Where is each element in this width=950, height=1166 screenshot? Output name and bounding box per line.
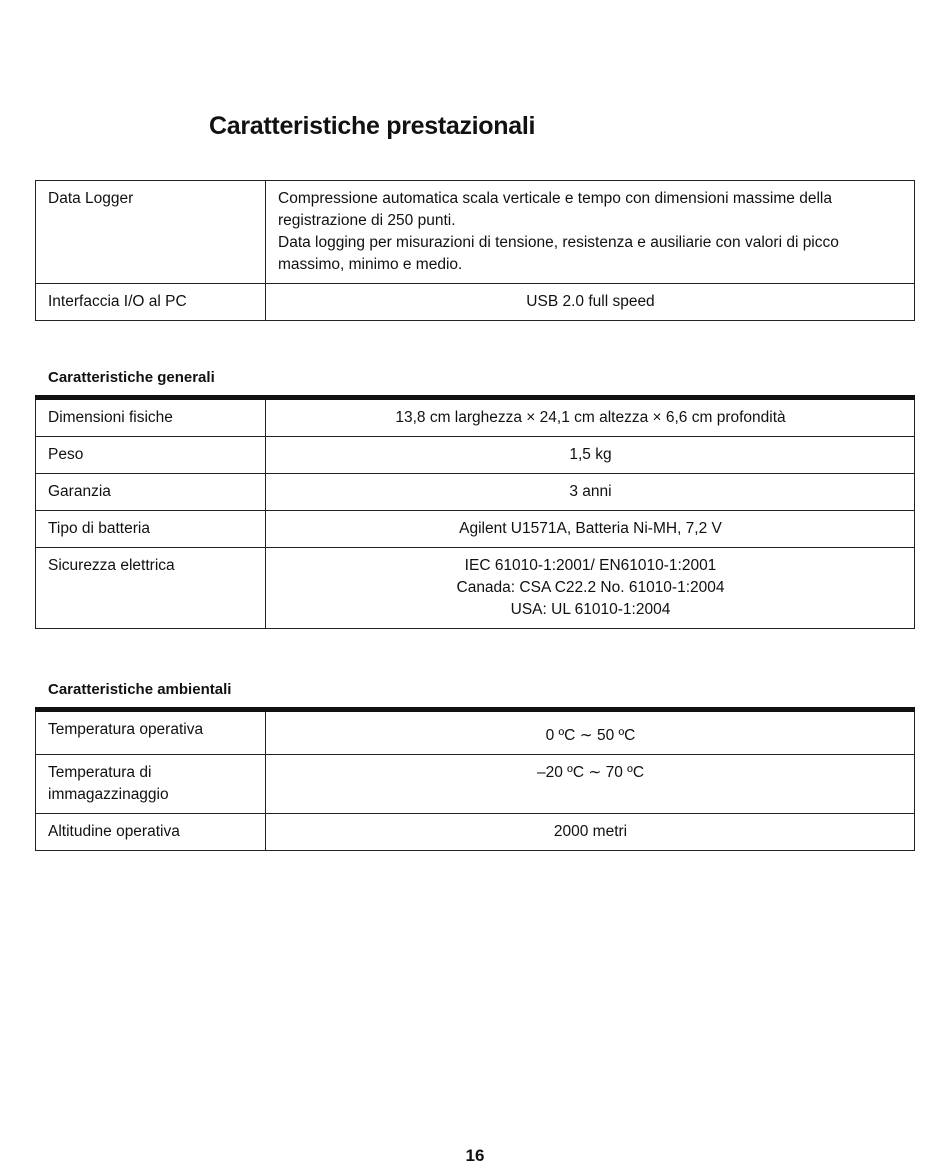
page-title: Caratteristiche prestazionali bbox=[209, 112, 536, 140]
row-value bbox=[266, 755, 915, 814]
row-value bbox=[266, 710, 915, 755]
row-label: Altitudine operativa bbox=[36, 814, 266, 851]
row-value bbox=[266, 437, 915, 474]
table-row bbox=[36, 511, 915, 548]
value-line: 0 ºC ∼ 50 ºC bbox=[545, 727, 636, 744]
row-label: Temperatura operativa bbox=[36, 710, 266, 755]
row-value bbox=[266, 548, 915, 629]
row-value bbox=[266, 511, 915, 548]
row-label: Dimensioni fisiche bbox=[36, 398, 266, 437]
row-label: Interfaccia I/O al PC bbox=[36, 284, 266, 321]
value-line: 13,8 cm larghezza × 24,1 cm altezza × 6,6 cm profondità bbox=[395, 409, 786, 426]
performance-table bbox=[35, 180, 915, 321]
value-line: Agilent U1571A, Batteria Ni-MH, 7,2 V bbox=[459, 520, 722, 537]
general-table bbox=[35, 395, 915, 629]
row-value bbox=[266, 474, 915, 511]
row-value bbox=[266, 181, 915, 284]
environmental-table bbox=[35, 707, 915, 851]
section-heading-environmental: Caratteristiche ambientali bbox=[48, 681, 232, 698]
value-line: –20 ºC ∼ 70 ºC bbox=[536, 764, 645, 781]
value-line: 2000 metri bbox=[553, 823, 628, 840]
table-row bbox=[36, 181, 915, 284]
value-line: Data logging per misurazioni di tensione, resistenza e ausiliarie con valori di picco bbox=[278, 234, 839, 251]
value-line: massimo, minimo e medio. bbox=[278, 256, 463, 273]
row-value bbox=[266, 398, 915, 437]
row-value bbox=[266, 284, 915, 321]
table-row bbox=[36, 284, 915, 321]
row-label: Data Logger bbox=[36, 181, 266, 284]
table-row bbox=[36, 437, 915, 474]
row-label: Tipo di batteria bbox=[36, 511, 266, 548]
row-label: Sicurezza elettrica bbox=[36, 548, 266, 629]
value-line: Canada: CSA C22.2 No. 61010-1:2004 bbox=[456, 579, 725, 596]
row-label: Peso bbox=[36, 437, 266, 474]
value-line: USA: UL 61010-1:2004 bbox=[510, 601, 671, 618]
table-row bbox=[36, 398, 915, 437]
table-row bbox=[36, 814, 915, 851]
row-value bbox=[266, 814, 915, 851]
row-label: Garanzia bbox=[36, 474, 266, 511]
value-line: registrazione di 250 punti. bbox=[278, 212, 456, 229]
section-heading-general: Caratteristiche generali bbox=[48, 369, 215, 386]
value-line: Compressione automatica scala verticale e tempo con dimensioni massime della bbox=[278, 190, 832, 207]
table-row bbox=[36, 474, 915, 511]
value-line: IEC 61010-1:2001/ EN61010-1:2001 bbox=[464, 557, 717, 574]
table-row bbox=[36, 710, 915, 755]
table-row bbox=[36, 548, 915, 629]
table-row bbox=[36, 755, 915, 814]
row-label: Temperatura di immagazzinaggio bbox=[36, 755, 266, 814]
value-line: 3 anni bbox=[569, 483, 612, 500]
page-number: 16 bbox=[465, 1146, 485, 1165]
value-line: 1,5 kg bbox=[569, 446, 612, 463]
value-line: USB 2.0 full speed bbox=[526, 293, 655, 310]
